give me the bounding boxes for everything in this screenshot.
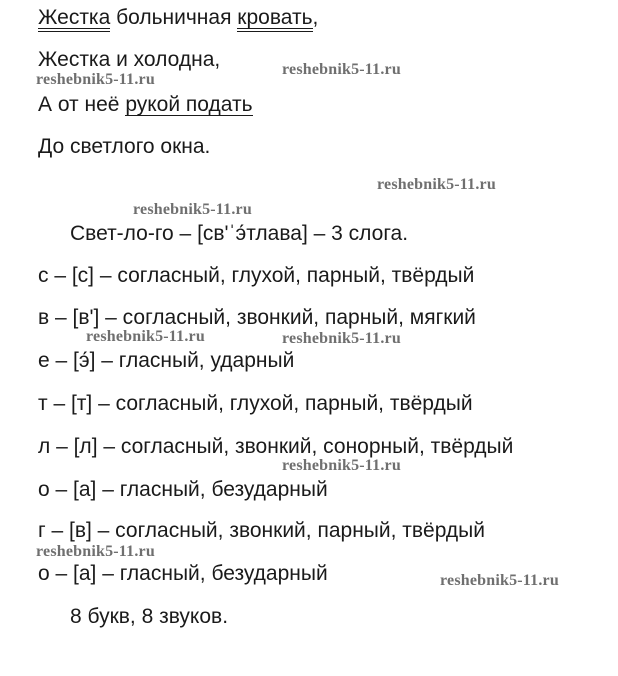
sound-row: в – [в'] – согласный, звонкий, парный, мягкий: [38, 306, 476, 329]
syllables-line: Свет-ло-го – [св'ˈэ́тлава] – 3 слога.: [70, 222, 409, 245]
watermark: reshebnik5-11.ru: [440, 572, 559, 589]
subject-word: кровать: [237, 8, 312, 32]
sound-row: т – [т] – согласный, глухой, парный, твёрдый: [38, 392, 473, 415]
watermark: reshebnik5-11.ru: [133, 201, 252, 218]
sound-row: е – [э́] – гласный, ударный: [38, 349, 295, 372]
watermark: reshebnik5-11.ru: [36, 71, 155, 88]
subject-word: Жестка: [38, 8, 110, 32]
poem-line-4: [38, 134, 210, 160]
watermark: reshebnik5-11.ru: [282, 61, 401, 78]
poem-text: Жестка и холодна,: [38, 48, 221, 71]
sound-row: г – [в] – согласный, звонкий, парный, твёрдый: [38, 519, 486, 542]
poem-text: ,: [312, 6, 319, 29]
sound-row: л – [л] – согласный, звонкий, сонорный, твёрдый: [38, 435, 514, 458]
summary-line: 8 букв, 8 звуков.: [70, 605, 229, 628]
underlined-phrase: рукой подать: [125, 93, 253, 116]
sound-row: с – [с] – согласный, глухой, парный, твёрдый: [38, 264, 475, 287]
poem-text: А от неё: [38, 93, 126, 116]
watermark: reshebnik5-11.ru: [86, 328, 205, 345]
poem-line-1: [38, 5, 318, 32]
watermark: reshebnik5-11.ru: [282, 457, 401, 474]
poem-line-2: [38, 47, 220, 73]
watermark: reshebnik5-11.ru: [282, 330, 401, 347]
poem-text: больничная: [110, 6, 238, 29]
sound-row: о – [а] – гласный, безударный: [38, 562, 328, 585]
poem-text: До светлого окна.: [38, 135, 211, 158]
sound-row: о – [а] – гласный, безударный: [38, 478, 328, 501]
watermark: reshebnik5-11.ru: [36, 543, 155, 560]
poem-line-3: [38, 92, 253, 118]
watermark: reshebnik5-11.ru: [377, 176, 496, 193]
